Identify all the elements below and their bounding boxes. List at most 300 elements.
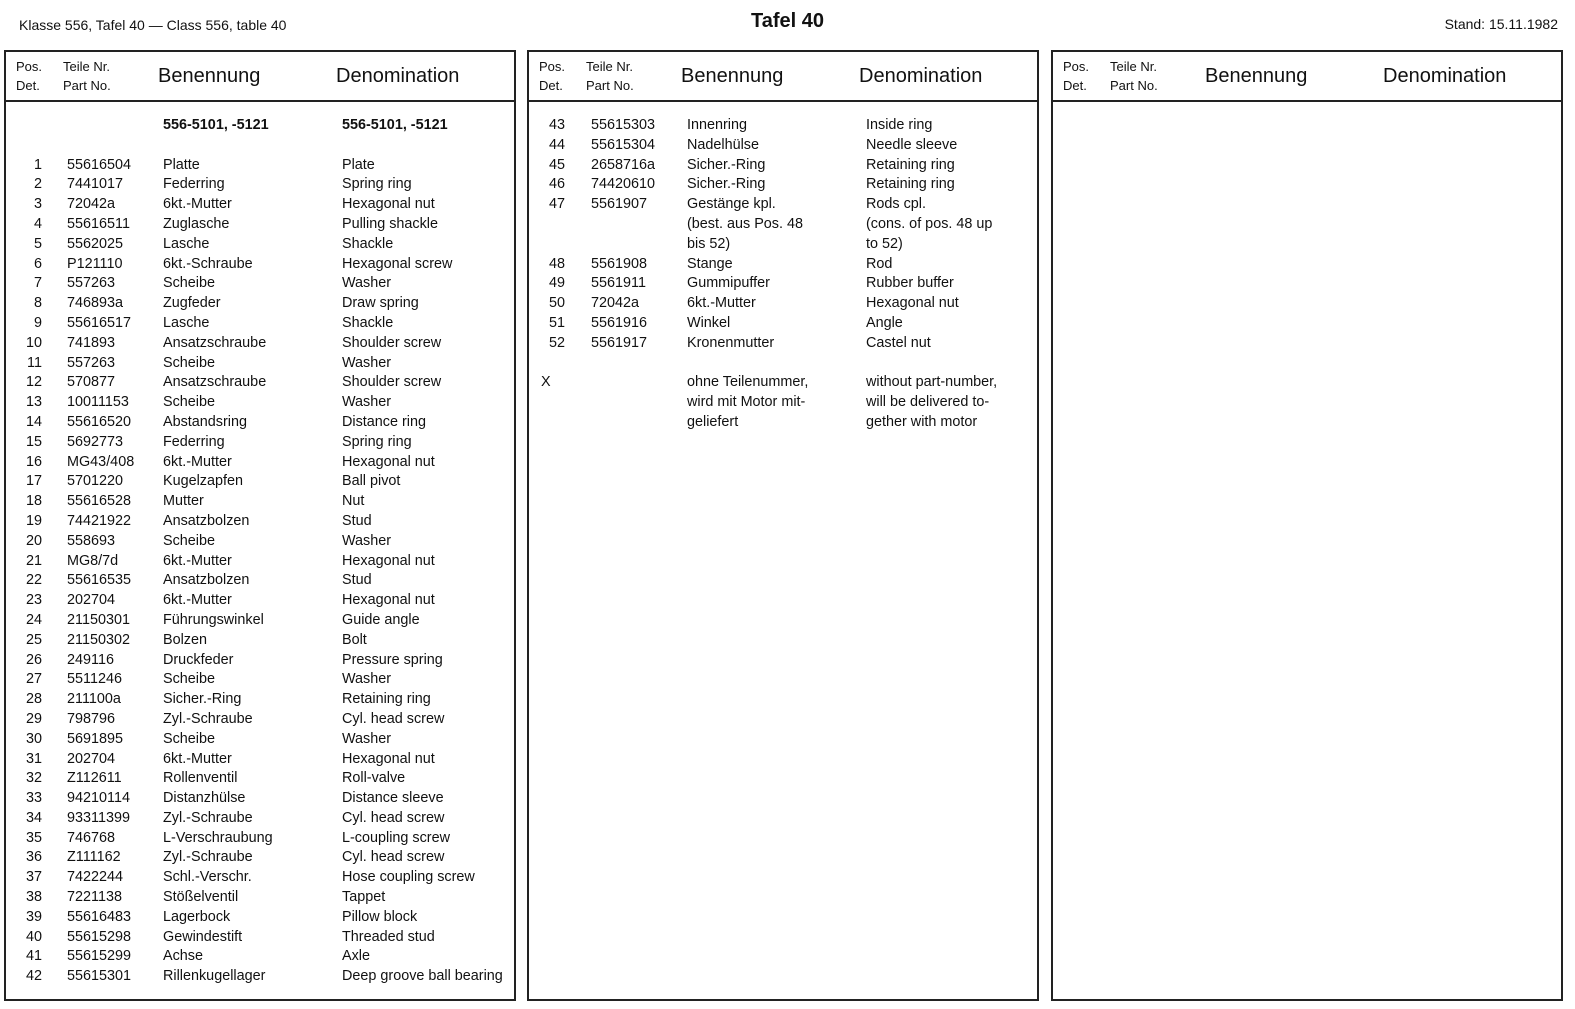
part-number-cell: 55616517 [67, 314, 132, 331]
table-row [6, 571, 514, 591]
denomination-cell: Stud [342, 572, 372, 589]
part-number-cell: MG43/408 [67, 453, 135, 470]
denomination-cell: Draw spring [342, 295, 419, 312]
benennung-cell: Scheibe [163, 671, 216, 688]
table-row [6, 750, 514, 770]
part-number-cell: 202704 [67, 592, 116, 609]
benennung-cell: Ansatzschraube [163, 334, 267, 351]
part-number-cell: 21150301 [67, 611, 130, 628]
pos-cell: 27 [25, 671, 42, 688]
part-number-cell: 55616528 [67, 493, 132, 510]
denomination-cell: Hexagonal nut [342, 453, 435, 470]
denomination-cell: Rod [866, 255, 893, 272]
part-number-cell: 5691895 [67, 730, 124, 747]
table-row [6, 294, 514, 314]
part-number-cell: 94210114 [67, 790, 130, 807]
denomination-cell: Angle [866, 314, 903, 331]
pos-cell: 12 [25, 374, 42, 391]
table-row [6, 255, 514, 275]
part-number-cell: 10011153 [67, 394, 129, 411]
part-number-cell: 211100a [67, 691, 121, 708]
denomination-cell: Inside ring [866, 117, 933, 133]
denomination-cell: Needle sleeve [866, 136, 958, 153]
denomination-cell: Cyl. head screw [342, 710, 445, 727]
pos-cell: 42 [25, 968, 42, 985]
denomination-cell: gether with motor [866, 413, 978, 430]
benennung-cell: geliefert [687, 413, 739, 430]
table-row [6, 532, 514, 552]
pos-cell: 11 [27, 354, 42, 371]
part-number-cell: 5692773 [67, 433, 124, 450]
pos-cell: 26 [25, 651, 42, 668]
part-number-cell: 55615299 [67, 948, 132, 965]
parts-panel-3 [1051, 50, 1563, 1001]
benennung-cell: Federring [163, 433, 225, 450]
column-pos-label: Pos. [1063, 59, 1090, 74]
benennung-cell: Gummipuffer [687, 275, 770, 292]
part-number-cell: 570877 [67, 374, 116, 391]
part-number-cell: 21150302 [67, 631, 130, 648]
pos-cell: 17 [25, 473, 42, 490]
benennung-cell: Ansatzbolzen [163, 512, 250, 529]
column-teile-label: Teile Nr. [1110, 59, 1157, 74]
part-number-cell: 74421922 [67, 512, 132, 529]
denomination-cell: Hose coupling screw [342, 869, 475, 886]
benennung-cell: Rillenkugellager [163, 968, 266, 985]
part-number-cell: 5561911 [591, 275, 646, 292]
part-number-cell: 55616483 [67, 908, 132, 925]
table-row [6, 789, 514, 809]
table-row [529, 413, 1037, 433]
column-partno-label: Part No. [1110, 78, 1158, 93]
benennung-cell: Zuglasche [163, 215, 230, 232]
pos-cell: 46 [548, 176, 565, 193]
part-number-cell: P121110 [67, 255, 123, 272]
column-part-header [63, 57, 111, 95]
table-row [6, 829, 514, 849]
benennung-cell: Scheibe [163, 394, 216, 411]
parts-rows-1 [6, 156, 514, 987]
benennung-cell: Zugfeder [163, 295, 221, 312]
pos-cell: 30 [25, 730, 42, 747]
pos-cell: 20 [25, 532, 42, 549]
denomination-cell: Rubber buffer [866, 275, 954, 292]
column-pos-header [16, 57, 42, 95]
pos-cell: 25 [25, 631, 42, 648]
part-number-cell: 7422244 [67, 869, 124, 886]
column-det-label: Det. [1063, 78, 1087, 93]
pos-cell: 43 [548, 117, 565, 133]
column-benennung-header: Benennung [1205, 65, 1308, 87]
table-row [6, 730, 514, 750]
benennung-cell: Innenring [687, 117, 748, 133]
denomination-cell: Plate [342, 156, 375, 173]
benennung-cell: Achse [163, 948, 203, 965]
benennung-cell: Mutter [163, 493, 204, 510]
part-number-cell: 55615303 [591, 117, 656, 133]
table-row [6, 651, 514, 671]
pos-cell: 50 [548, 295, 565, 312]
benennung-cell: (best. aus Pos. 48 [687, 215, 803, 232]
part-number-cell: 557263 [67, 354, 116, 371]
benennung-cell: Druckfeder [163, 651, 234, 668]
column-denomination-header: Denomination [1383, 65, 1507, 87]
table-row [6, 611, 514, 631]
table-row [529, 274, 1037, 294]
benennung-cell: Gestänge kpl. [687, 196, 776, 213]
table-row [6, 215, 514, 235]
column-teile-label: Teile Nr. [63, 59, 110, 74]
pos-cell: 8 [33, 295, 42, 312]
parts-panel-2 [527, 50, 1039, 1001]
table-row [529, 116, 1037, 136]
part-number-cell: 746893a [67, 295, 124, 312]
benennung-cell: Abstandsring [163, 413, 247, 430]
header-left-title: Klasse 556, Tafel 40 — Class 556, table 40 [19, 17, 287, 33]
column-teile-label: Teile Nr. [586, 59, 633, 74]
column-partno-label: Part No. [63, 78, 111, 93]
denomination-cell: Shackle [342, 235, 394, 252]
table-row [6, 393, 514, 413]
group-title-denomination: 556-5101, -5121 [342, 117, 448, 133]
benennung-cell: Zyl.-Schraube [163, 809, 253, 826]
denomination-cell: Spring ring [342, 176, 412, 193]
column-part-header [1110, 57, 1158, 95]
part-number-cell: 557263 [67, 275, 116, 292]
pos-cell: 31 [25, 750, 42, 767]
table-row [529, 235, 1037, 255]
column-denomination-header: Denomination [859, 65, 983, 87]
table-row [6, 670, 514, 690]
denomination-cell: Nut [342, 493, 365, 510]
table-row [529, 175, 1037, 195]
denomination-cell: Threaded stud [342, 928, 435, 945]
denomination-cell: Axle [342, 948, 370, 965]
benennung-cell: Federring [163, 176, 225, 193]
denomination-cell: Washer [342, 354, 392, 371]
column-header [529, 52, 1037, 102]
table-row [529, 215, 1037, 235]
pos-cell: 41 [25, 948, 42, 965]
table-row [529, 373, 1037, 393]
table-row [6, 888, 514, 908]
table-row [6, 591, 514, 611]
pos-cell: 22 [25, 572, 42, 589]
page-title: Tafel 40 [751, 10, 824, 32]
denomination-cell: Retaining ring [866, 156, 955, 173]
denomination-cell: Hexagonal nut [342, 552, 435, 569]
pos-cell: 36 [25, 849, 42, 866]
part-number-cell: 55616535 [67, 572, 132, 589]
denomination-cell: Washer [342, 532, 392, 549]
table-row [6, 274, 514, 294]
table-row [6, 690, 514, 710]
denomination-cell: (cons. of pos. 48 up [866, 215, 993, 232]
pos-cell: 49 [548, 275, 565, 292]
denomination-cell: without part-number, [866, 374, 998, 391]
benennung-cell: Kugelzapfen [163, 473, 244, 490]
table-row [6, 928, 514, 948]
part-number-cell: 5562025 [67, 235, 124, 252]
table-row [6, 512, 514, 532]
part-number-cell: 7441017 [67, 176, 124, 193]
table-row [529, 195, 1037, 215]
benennung-cell: Distanzhülse [163, 790, 246, 807]
benennung-cell: 6kt.-Mutter [163, 196, 232, 213]
denomination-cell: Ball pivot [342, 473, 401, 490]
column-benennung-header: Benennung [158, 65, 261, 87]
part-number-cell: 202704 [67, 750, 116, 767]
part-number-cell: Z111162 [67, 849, 121, 866]
table-row [6, 947, 514, 967]
part-number-cell: 5701220 [67, 473, 124, 490]
benennung-cell: 6kt.-Mutter [163, 750, 232, 767]
parts-panel-1 [4, 50, 516, 1001]
denomination-cell: Shoulder screw [342, 374, 442, 391]
denomination-cell: Washer [342, 394, 392, 411]
benennung-cell: Scheibe [163, 532, 216, 549]
table-row [6, 908, 514, 928]
denomination-cell: Cyl. head screw [342, 809, 445, 826]
part-number-cell: MG8/7d [67, 552, 119, 569]
part-number-cell: 55615301 [67, 968, 132, 985]
pos-cell: 45 [548, 156, 565, 173]
pos-cell: 9 [33, 314, 42, 331]
denomination-cell: Pulling shackle [342, 215, 438, 232]
benennung-cell: Führungswinkel [163, 611, 264, 628]
pos-cell: 23 [25, 592, 42, 609]
table-row [6, 552, 514, 572]
benennung-cell: 6kt.-Mutter [163, 552, 232, 569]
pos-cell: 18 [25, 493, 42, 510]
benennung-cell: Ansatzbolzen [163, 572, 250, 589]
spacer-row [6, 136, 514, 156]
part-number-cell: 746768 [67, 829, 116, 846]
benennung-cell: Bolzen [163, 631, 208, 648]
denomination-cell: Guide angle [342, 611, 420, 628]
denomination-cell: Deep groove ball bearing [342, 968, 503, 985]
part-number-cell: 55615304 [591, 136, 656, 153]
benennung-cell: 6kt.-Mutter [163, 592, 232, 609]
part-number-cell: 741893 [67, 334, 116, 351]
column-pos-header [539, 57, 565, 95]
table-row [6, 334, 514, 354]
benennung-cell: L-Verschraubung [163, 829, 273, 846]
table-row [6, 453, 514, 473]
pos-cell: 1 [33, 156, 42, 173]
table-row [6, 472, 514, 492]
pos-cell: 47 [548, 196, 565, 213]
denomination-cell: Distance ring [342, 413, 426, 430]
part-number-cell: 2658716a [591, 156, 656, 173]
table-row [6, 373, 514, 393]
benennung-cell: wird mit Motor mit- [687, 394, 806, 411]
pos-cell: 15 [25, 433, 42, 450]
denomination-cell: Bolt [342, 631, 367, 648]
pos-cell: 2 [33, 176, 42, 193]
pos-cell: 7 [33, 275, 42, 292]
denomination-cell: will be delivered to- [866, 394, 990, 411]
pos-cell: 33 [25, 790, 42, 807]
benennung-cell: Scheibe [163, 730, 216, 747]
parts-list-2 [529, 116, 1037, 433]
pos-cell: 14 [25, 413, 42, 430]
column-header [1053, 52, 1561, 102]
part-number-cell: 93311399 [67, 809, 130, 826]
pos-cell: 3 [33, 196, 42, 213]
part-number-cell: 249116 [67, 651, 114, 668]
benennung-cell: Winkel [687, 314, 731, 331]
benennung-cell: 6kt.-Mutter [163, 453, 232, 470]
pos-cell: 5 [33, 235, 42, 252]
benennung-cell: Stößelventil [163, 889, 239, 906]
table-row [6, 492, 514, 512]
part-number-cell: 5511246 [67, 671, 122, 688]
benennung-cell: Lagerbock [163, 908, 231, 925]
column-det-label: Det. [539, 78, 563, 93]
benennung-cell: Sicher.-Ring [163, 691, 242, 708]
parts-rows-2 [529, 116, 1037, 354]
column-partno-label: Part No. [586, 78, 634, 93]
part-number-cell: 5561907 [591, 196, 648, 213]
table-row [529, 334, 1037, 354]
benennung-cell: Zyl.-Schraube [163, 849, 253, 866]
denomination-cell: Washer [342, 671, 392, 688]
table-row [6, 354, 514, 374]
group-title-benennung: 556-5101, -5121 [163, 117, 269, 133]
table-row [6, 156, 514, 176]
pos-cell: 40 [25, 928, 42, 945]
table-row [529, 156, 1037, 176]
denomination-cell: Cyl. head screw [342, 849, 445, 866]
column-pos-label: Pos. [539, 59, 566, 74]
denomination-cell: L-coupling screw [342, 829, 450, 846]
benennung-cell: Stange [687, 255, 733, 272]
pos-cell: 10 [25, 334, 42, 351]
table-row [6, 631, 514, 651]
part-number-cell: 5561917 [591, 334, 648, 351]
table-row [6, 195, 514, 215]
table-row [529, 136, 1037, 156]
part-number-cell: 5561916 [591, 314, 648, 331]
table-row [6, 314, 514, 334]
benennung-cell: Nadelhülse [687, 136, 760, 153]
denomination-cell: Spring ring [342, 433, 412, 450]
benennung-cell: Sicher.-Ring [687, 156, 766, 173]
part-number-cell: 55615298 [67, 928, 132, 945]
pos-cell: 39 [25, 908, 42, 925]
table-row [529, 255, 1037, 275]
part-number-cell: 798796 [67, 710, 116, 727]
denomination-cell: to 52) [866, 235, 903, 252]
benennung-cell: Platte [163, 156, 200, 173]
part-number-cell: 5561908 [591, 255, 648, 272]
benennung-cell: bis 52) [687, 235, 731, 252]
denomination-cell: Hexagonal nut [342, 592, 435, 609]
header-date: Stand: 15.11.1982 [1444, 16, 1558, 32]
pos-cell: 34 [25, 809, 42, 826]
benennung-cell: ohne Teilenummer, [687, 374, 809, 391]
denomination-cell: Pillow block [342, 908, 418, 925]
pos-cell: 29 [25, 710, 42, 727]
denomination-cell: Hexagonal screw [342, 255, 453, 272]
pos-cell: 21 [25, 552, 42, 569]
benennung-cell: Lasche [163, 235, 210, 252]
denomination-cell: Tappet [342, 889, 386, 906]
table-row [6, 175, 514, 195]
table-row [6, 967, 514, 987]
part-number-cell: 7221138 [67, 889, 122, 906]
benennung-cell: Lasche [163, 314, 210, 331]
table-row [6, 848, 514, 868]
table-row [529, 393, 1037, 413]
table-row [529, 294, 1037, 314]
benennung-cell: 6kt.-Mutter [687, 295, 756, 312]
part-number-cell: 558693 [67, 532, 116, 549]
denomination-cell: Retaining ring [342, 691, 431, 708]
table-row [6, 235, 514, 255]
group-title-row [6, 116, 514, 136]
denomination-cell: Shackle [342, 314, 394, 331]
table-row [6, 769, 514, 789]
denomination-cell: Shoulder screw [342, 334, 442, 351]
denomination-cell: Hexagonal nut [866, 295, 959, 312]
benennung-cell: Scheibe [163, 354, 216, 371]
denomination-cell: Washer [342, 730, 392, 747]
column-det-label: Det. [16, 78, 40, 93]
pos-cell: 13 [25, 394, 42, 411]
denomination-cell: Hexagonal nut [342, 750, 435, 767]
parts-list-1 [6, 116, 514, 987]
table-row [6, 868, 514, 888]
pos-cell: 6 [33, 255, 42, 272]
denomination-cell: Stud [342, 512, 372, 529]
part-number-cell: 72042a [67, 196, 116, 213]
column-pos-header [1063, 57, 1089, 95]
denomination-cell: Rods cpl. [866, 196, 926, 213]
pos-cell: 4 [33, 215, 42, 232]
part-number-cell: Z112611 [67, 770, 122, 787]
denomination-cell: Roll-valve [342, 770, 406, 787]
pos-cell: 38 [25, 889, 42, 906]
benennung-cell: 6kt.-Schraube [163, 255, 253, 272]
column-part-header [586, 57, 634, 95]
table-row [6, 809, 514, 829]
part-number-cell: 55616520 [67, 413, 132, 430]
pos-cell: 51 [548, 314, 565, 331]
denomination-cell: Hexagonal nut [342, 196, 435, 213]
pos-cell: 52 [548, 334, 565, 351]
pos-cell: X [541, 374, 551, 391]
table-row [6, 413, 514, 433]
pos-cell: 48 [548, 255, 565, 272]
pos-cell: 19 [25, 512, 42, 529]
part-number-cell: 74420610 [591, 176, 656, 193]
pos-cell: 35 [25, 829, 42, 846]
table-row [6, 433, 514, 453]
pos-cell: 44 [548, 136, 565, 153]
denomination-cell: Washer [342, 275, 392, 292]
pos-cell: 37 [25, 869, 42, 886]
column-header [6, 52, 514, 102]
benennung-cell: Kronenmutter [687, 334, 775, 351]
column-denomination-header: Denomination [336, 65, 460, 87]
benennung-cell: Sicher.-Ring [687, 176, 766, 193]
pos-cell: 32 [25, 770, 42, 787]
table-row [6, 710, 514, 730]
denomination-cell: Distance sleeve [342, 790, 444, 807]
pos-cell: 16 [25, 453, 42, 470]
